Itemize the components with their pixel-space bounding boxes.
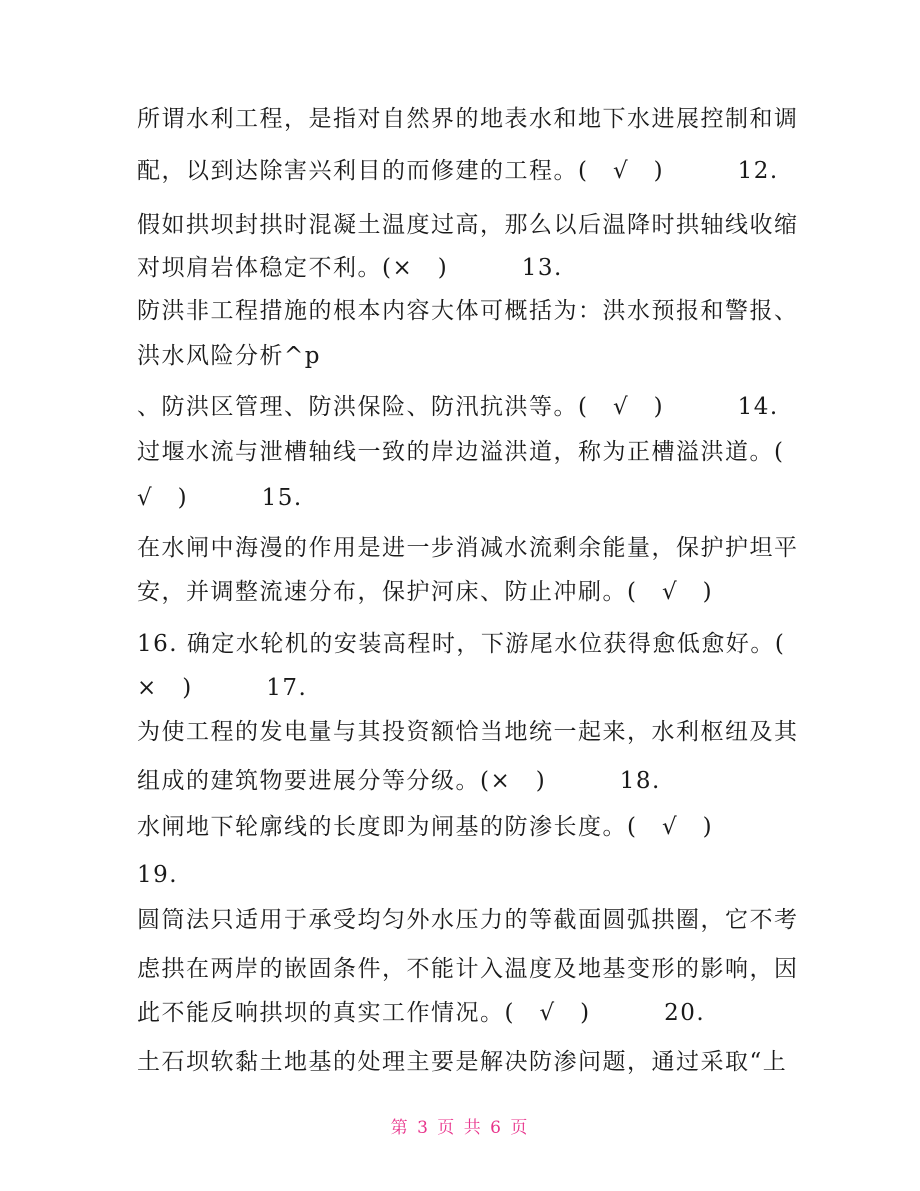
text-line: 假如拱坝封拱时混凝土温度过高，那么以后温降时拱轴线收缩 bbox=[137, 212, 799, 238]
text-line: 配，以到达除害兴利目的而修建的工程。( √ ) 12. bbox=[137, 158, 779, 184]
text-line: 土石坝软黏土地基的处理主要是解决防渗问题，通过采取“上 bbox=[137, 1049, 788, 1075]
text-line: 19. bbox=[137, 862, 179, 888]
text-line: 虑拱在两岸的嵌固条件，不能计入温度及地基变形的影响，因 bbox=[137, 956, 799, 982]
text-line: 防洪非工程措施的根本内容大体可概括为：洪水预报和警报、 bbox=[137, 298, 799, 324]
text-line: 水闸地下轮廓线的长度即为闸基的防渗长度。( √ ) bbox=[137, 814, 714, 840]
text-line: 为使工程的发电量与其投资额恰当地统一起来，水利枢纽及其 bbox=[137, 719, 799, 745]
text-line: 对坝肩岩体稳定不利。(× ) 13. bbox=[137, 255, 563, 281]
text-line: 组成的建筑物要进展分等分级。(× ) 18. bbox=[137, 768, 661, 794]
text-line: 此不能反响拱坝的真实工作情况。( √ ) 20. bbox=[137, 1000, 706, 1026]
text-line: √ ) 15. bbox=[137, 485, 303, 511]
text-line: 过堰水流与泄槽轴线一致的岸边溢洪道，称为正槽溢洪道。( bbox=[137, 439, 785, 465]
text-line: 在水闸中海漫的作用是进一步消减水流剩余能量，保护护坦平 bbox=[137, 535, 799, 561]
page-number-footer: 第 3 页 共 6 页 bbox=[390, 1118, 530, 1138]
text-line: 16. 确定水轮机的安装高程时，下游尾水位获得愈低愈好。( bbox=[137, 631, 786, 657]
text-line: × ) 17. bbox=[137, 675, 308, 701]
text-line: 、防洪区管理、防洪保险、防汛抗洪等。( √ ) 14. bbox=[137, 394, 779, 420]
text-line: 安，并调整流速分布，保护河床、防止冲刷。( √ ) bbox=[137, 579, 714, 605]
text-line: 所谓水利工程，是指对自然界的地表水和地下水进展控制和调 bbox=[137, 106, 799, 132]
text-line: 洪水风险分析^p bbox=[137, 343, 321, 369]
text-line: 圆筒法只适用于承受均匀外水压力的等截面圆弧拱圈，它不考 bbox=[137, 907, 799, 933]
